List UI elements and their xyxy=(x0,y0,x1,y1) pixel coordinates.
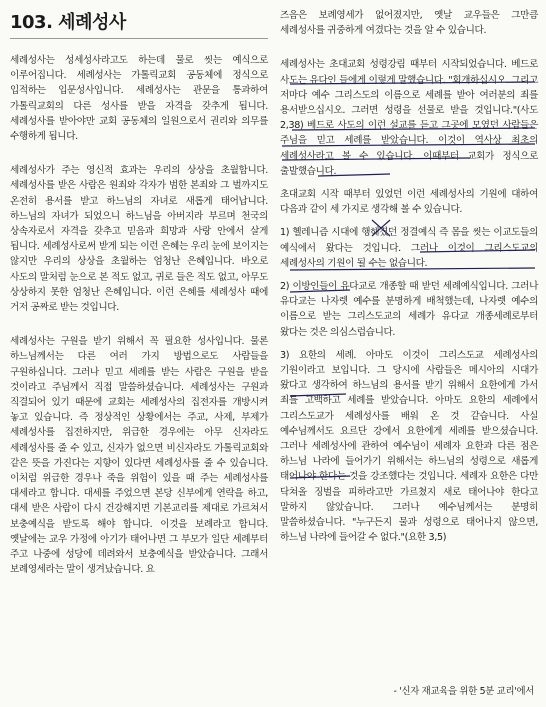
paragraph-effects: 세례성사가 주는 영신적 효과는 우리의 상상을 초월합니다. 세례성사를 받은 사람은 원죄와 각자가 범한 본죄와 그 벌까지도 온전히 용서를 받고 하느님의 자녀로 새롭게 태어납니다. 하느님의 자녀가 되었으니 하느님을 아버지라 부르며 천국의 상속자로서 자격을 갖추고 믿음과 희망과 사랑 안에서 살게 됩니다. 세례성사로써 받게 되는 이런 은혜는 우리 눈에 보이지는 않지만 우리의 상상을 초월하는 엄청난 은혜입니다. 바오로 사도의 말처럼 눈으로 본 적도 없고, 귀로 들은 적도 없고, 아무도 상상하지 못한 엄청난 은혜입니다. 이런 은혜를 세례성사 때에 거저 공짜로 받는 것입니다. xyxy=(10,165,268,314)
paragraph-origin-3: 3) 요한의 세례. 아마도 이것이 그리스도교 세례성사의 기원이라고 보입니다. 그 당시에 사람들은 메시아의 시대가 왔다고 생각하여 하느님의 용서를 받기 위해서 요한에게 가서 죄를 고백하고 세례를 받았습니다. 아마도 요한의 세례에서 그리스도교가 세례성사를 배워 온 것 같습니다. 사실 예수님께서도 요르단 강에서 요한에게 세례를 받으셨습니다. 그러나 세례성사에 관하여 예수님이 세례자 요한과 다른 점은 하느님 나라에 들어가기 위해서는 하느님의 성령으로 새롭게 태어나야 한다는 것을 강조했다는 것입니다. 세례자 요한은 다만 닥쳐올 징벌을 피하라고만 가르쳤지 새로 태어나야 한다고 말하지 않았습니다. 그러나 예수님께서는 분명히 말씀하셨습니다. "누구든지 물과 성령으로 태어나지 않으면, 하느님 나라에 들어갈 수 없다."(요한 3,5) xyxy=(280,349,538,544)
paragraph-origin: 세례성사는 초대교회 성령강림 때부터 시작되었습니다. 베드로 사도는 유다인 들에게 이렇게 말했습니다. "회개하십시오. 그리고 저마다 예수 그리스도의 이름으로 세례를 받아 여러분의 죄를 용서받으십시오. 그러면 성령을 선물로 받을 것입니다."(사도 2,38) 베드로 사도의 이런 설교를 듣고 그곳에 모였던 사람들은 주님을 믿고 세례를 받았습니다. 이것이 역사상 최초의 세례성사라고 볼 수 있습니다. 이때부터 교회가 정식으로 출발했습니다. xyxy=(280,59,538,177)
paragraph-origin-2: 2) 이방인들이 유다교로 개종할 때 받던 세례예식입니다. 그러나 유다교는 나자렛 예수를 분명하게 배척했는데, 나자렛 예수의 이름으로 받는 그리스도교의 세례가 유다교 개종세례로부터 왔다는 것은 의심스럽습니다. xyxy=(280,281,538,338)
source-footer: - '신자 재교육을 위한 5분 교리'에서 xyxy=(393,686,534,697)
paragraph-origin-intro: 초대교회 시작 때부터 있었던 이런 세례성사의 기원에 대하여 다음과 같이 세 가지로 생각해 볼 수 있습니다. xyxy=(280,189,538,216)
left-column xyxy=(10,8,268,597)
page-title: 103. 세례성사 xyxy=(10,8,268,39)
right-column xyxy=(280,8,538,554)
paragraph-continuation: 즈음은 보례영세가 없어졌지만, 옛날 교우들은 그만큼 세례성사를 귀중하게 여겼다는 것을 알 수 있습니다. xyxy=(280,10,538,37)
paragraph-origin-1: 1) 헬레니즘 시대에 행해졌던 정결예식 즉 몸을 씻는 이교도들의 예식에서 왔다는 것입니다. 그러나 이것이 그리스도교의 세례성사의 기원이 될 수는 없습니다. xyxy=(280,227,538,269)
paragraph-necessity: 세례성사는 구원을 받기 위해서 꼭 필요한 성사입니다. 물론 하느님께서는 다른 여러 가지 방법으로도 사람들을 구원하십니다. 그러나 믿고 세례를 받는 사람은 구원을 받을 것이라고 주님께서 직접 말씀하셨습니다. 세례성사는 구원과 직결되어 있기 때문에 교회는 세례성사의 집전자를 개방시켜 놓고 있습니다. 즉 정상적인 상황에서는 주교, 사제, 부제가 세례성사를 집전하지만, 위급한 경우에는 아무 신자라도 세례성사를 줄 수 있고, 신자가 없으면 비신자라도 가톨릭교회와 같은 뜻을 가진다는 지향이 있다면 세례성사를 줄 수 있습니다. 이처럼 위급한 경우나 죽을 위험이 있을 때 주는 세례성사를 대세라고 합니다. 대세를 주었으면 본당 신부에게 연락을 하고, 대세 받은 사람이 다시 건강해지면 기본교리를 제대로 가르쳐서 보충예식을 받도록 해야 합니다. 이것을 보례라고 합니다. 옛날에는 교우 가정에 아기가 태어나면 그 부모가 일단 세례부터 주고 나중에 성당에 데려와서 보충예식을 받았습니다. 그래서 보례영세라는 말이 생겨났습니다. 요 xyxy=(10,336,268,576)
paragraph-intro: 세례성사는 성세성사라고도 하는데 물로 씻는 예식으로 이루어집니다. 세례성사는 가톨릭교회 공동체에 정식으로 입적하는 입문성사입니다. 세례성사는 관문을 통과하여 가톨릭교회의 다른 성사를 받을 자격을 갖추게 됩니다. 세례성사를 받아야만 교회 공동체의 일원으로서 권리와 의무를 수행하게 됩니다. xyxy=(10,55,268,143)
